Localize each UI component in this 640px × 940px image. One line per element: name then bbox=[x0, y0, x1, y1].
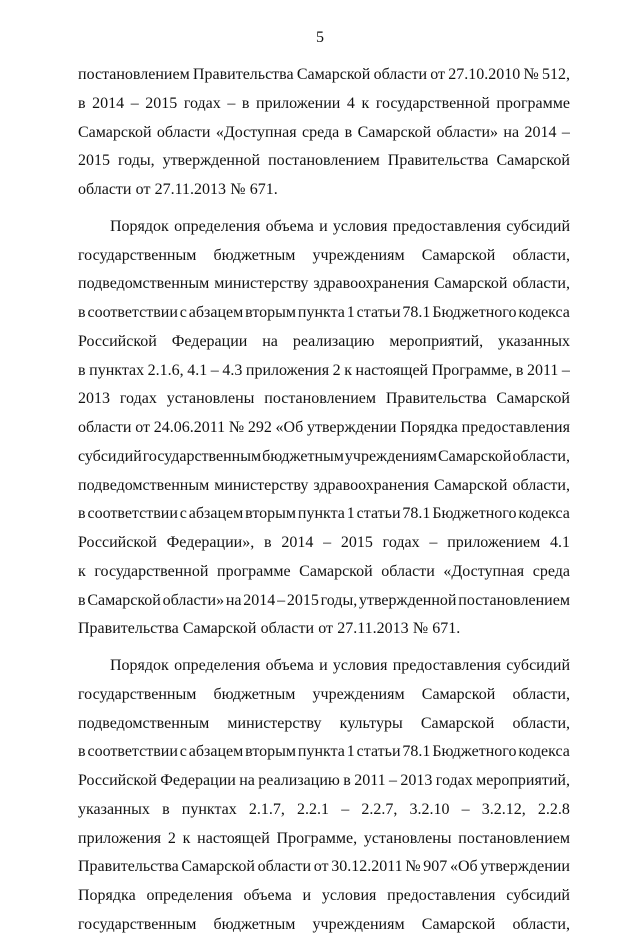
word: постановлением bbox=[458, 829, 570, 847]
word: области, bbox=[512, 246, 570, 264]
word: государственным bbox=[78, 915, 197, 933]
word: годах bbox=[183, 94, 221, 112]
word: 2 bbox=[332, 361, 341, 379]
word: настоящей bbox=[197, 829, 270, 847]
word: области, bbox=[512, 476, 570, 494]
word: области bbox=[257, 858, 312, 876]
word: в bbox=[78, 591, 86, 609]
paragraph-2-line bbox=[78, 270, 570, 299]
word: бюджетным bbox=[213, 685, 296, 703]
word: Самарской bbox=[87, 591, 161, 609]
word: «Доступная bbox=[215, 123, 297, 141]
word: статьи bbox=[356, 505, 401, 523]
word: – bbox=[389, 772, 397, 789]
paragraph-3-line bbox=[78, 767, 570, 796]
word: и bbox=[302, 887, 312, 904]
word: 292 bbox=[247, 419, 272, 436]
word: государственным bbox=[78, 246, 197, 264]
word: Правительства bbox=[192, 66, 294, 83]
word: Самарской bbox=[420, 714, 495, 732]
word: программе bbox=[496, 94, 570, 112]
word: Самарской bbox=[437, 447, 512, 465]
word: области» bbox=[436, 123, 499, 141]
word: приложении bbox=[256, 94, 341, 112]
word: области, bbox=[512, 275, 570, 293]
paragraph-2-line bbox=[78, 328, 570, 357]
word: абзацем bbox=[188, 304, 244, 321]
word: Порядка bbox=[400, 419, 458, 436]
word: соответствии bbox=[87, 304, 178, 321]
word: здравоохранения bbox=[313, 275, 429, 293]
word: на bbox=[262, 332, 278, 350]
paragraph-2-line bbox=[78, 472, 570, 501]
paragraph-2-line bbox=[78, 443, 570, 472]
word: указанных bbox=[498, 332, 570, 350]
word: 78.1 bbox=[402, 743, 431, 761]
word: вторым bbox=[245, 505, 296, 523]
word: в bbox=[263, 534, 272, 551]
word: № bbox=[523, 66, 539, 83]
word: Программе, bbox=[431, 361, 513, 379]
word: приложением bbox=[447, 534, 541, 551]
word: 4 bbox=[346, 94, 355, 112]
word: утверждении bbox=[480, 858, 570, 876]
word: годы, bbox=[117, 152, 155, 170]
word: в bbox=[344, 123, 353, 141]
word: утвержденной bbox=[162, 152, 261, 170]
word: 1 bbox=[346, 304, 355, 321]
paragraph-3-line bbox=[78, 911, 570, 940]
word: 2011 bbox=[526, 361, 559, 379]
word: на bbox=[225, 591, 242, 609]
word: 2011 bbox=[354, 772, 386, 789]
word: указанных bbox=[78, 800, 150, 818]
word: министерству bbox=[214, 476, 309, 494]
paragraph-2-line bbox=[78, 587, 570, 616]
word: программе bbox=[217, 562, 291, 580]
word: Программе, bbox=[276, 829, 358, 847]
word: Самарской bbox=[421, 685, 496, 703]
word: пункта bbox=[297, 304, 345, 321]
word: 1 bbox=[346, 505, 355, 523]
word: Правительства bbox=[387, 152, 489, 170]
paragraph-2-line bbox=[78, 500, 570, 529]
word: постановлением bbox=[264, 390, 376, 408]
word: министерству bbox=[227, 714, 322, 732]
paragraph-2-line bbox=[78, 357, 570, 386]
word: приложения bbox=[245, 361, 330, 379]
word: – bbox=[429, 534, 438, 551]
paragraph-2-line bbox=[78, 558, 570, 587]
word: № bbox=[228, 419, 245, 436]
word: от bbox=[430, 66, 446, 83]
word: с bbox=[179, 505, 187, 523]
word: – bbox=[561, 123, 570, 141]
word: 671. bbox=[249, 181, 278, 198]
word: учреждениям bbox=[312, 685, 405, 703]
word: бюджетным bbox=[262, 447, 344, 465]
word: здравоохранения bbox=[313, 476, 429, 494]
word: Российской bbox=[78, 772, 157, 789]
word: области, bbox=[512, 714, 570, 732]
word: пунктах bbox=[181, 800, 237, 818]
paragraph-1-line bbox=[78, 147, 570, 176]
word: Правительства bbox=[78, 858, 179, 876]
word: в bbox=[162, 800, 170, 818]
word: – bbox=[561, 361, 570, 379]
word: Порядок bbox=[110, 657, 169, 674]
word: 2.1.6, bbox=[147, 361, 184, 379]
word: области bbox=[373, 66, 428, 83]
word: в bbox=[78, 505, 86, 523]
word: Самарской bbox=[182, 620, 257, 638]
word: – bbox=[130, 94, 139, 112]
word: 1 bbox=[346, 743, 355, 761]
word: области bbox=[156, 123, 211, 141]
paragraph-3-line bbox=[78, 710, 570, 739]
word: № bbox=[230, 181, 246, 198]
word: годах bbox=[119, 390, 157, 408]
paragraph-3-line bbox=[78, 882, 570, 911]
word: государственной bbox=[375, 94, 490, 112]
word: среда bbox=[302, 123, 340, 141]
word: 2015 bbox=[145, 94, 178, 112]
word: с bbox=[179, 743, 187, 761]
word: 2015 bbox=[286, 591, 319, 609]
word: 2014 bbox=[281, 534, 314, 551]
word: пункта bbox=[297, 743, 345, 761]
word: 2.1.7, bbox=[248, 800, 285, 818]
word: «Об bbox=[449, 858, 478, 876]
word: 24.06.2011 bbox=[153, 419, 226, 436]
word: – bbox=[461, 800, 470, 818]
word: 27.11.2013 bbox=[337, 620, 409, 638]
word: мероприятий, bbox=[476, 772, 570, 789]
word: предоставления bbox=[461, 419, 570, 436]
word: учреждениям bbox=[344, 447, 437, 465]
word: Самарской bbox=[421, 915, 496, 933]
word: субсидий bbox=[78, 447, 142, 465]
paragraph-2-line bbox=[78, 242, 570, 271]
paragraph-3-line bbox=[78, 853, 570, 882]
word: объема bbox=[243, 887, 292, 904]
word: учреждениям bbox=[312, 915, 405, 933]
word: № bbox=[412, 620, 429, 638]
word: утвержденной bbox=[358, 591, 457, 609]
word: в bbox=[78, 361, 86, 379]
word: реализацию bbox=[292, 332, 375, 350]
word: от bbox=[135, 181, 151, 198]
word: кодекса bbox=[518, 505, 570, 523]
paragraph-1-line bbox=[78, 119, 570, 148]
word: объема bbox=[265, 217, 314, 235]
word: 2014 bbox=[92, 94, 125, 112]
word: Бюджетного bbox=[432, 304, 517, 321]
word: – bbox=[323, 534, 332, 551]
word: области, bbox=[512, 685, 570, 703]
word: годах bbox=[435, 772, 473, 789]
paragraph-3-line bbox=[78, 796, 570, 825]
word: 907 bbox=[423, 858, 448, 876]
word: министерству bbox=[214, 275, 309, 293]
word: учреждениям bbox=[312, 246, 405, 264]
word: приложения bbox=[78, 829, 162, 847]
paragraph-2-line bbox=[78, 385, 570, 414]
word: области bbox=[381, 562, 435, 580]
word: в bbox=[78, 304, 86, 321]
word: области bbox=[78, 181, 132, 198]
paragraph-3-line bbox=[78, 738, 570, 767]
word: объема bbox=[265, 657, 314, 674]
paragraph-2-line bbox=[78, 529, 570, 558]
word: «Об bbox=[275, 419, 304, 436]
word: определения bbox=[174, 657, 261, 674]
word: Бюджетного bbox=[432, 743, 517, 761]
word: 2014 bbox=[524, 123, 557, 141]
paragraph-gap bbox=[78, 644, 570, 652]
word: установлены bbox=[166, 390, 255, 408]
paragraph-2-line bbox=[78, 414, 570, 443]
word: 671. bbox=[432, 620, 461, 638]
word: на bbox=[503, 123, 520, 141]
word: 78.1 bbox=[402, 304, 431, 321]
word: мероприятий, bbox=[389, 332, 484, 350]
word: 512, bbox=[541, 66, 570, 83]
word: годы, bbox=[320, 591, 358, 609]
word: к bbox=[78, 562, 86, 580]
word: постановлением bbox=[78, 66, 190, 83]
word: Самарской bbox=[496, 390, 570, 408]
word: Правительства bbox=[385, 390, 487, 408]
word: пункта bbox=[297, 505, 345, 523]
word: 30.12.2011 bbox=[331, 858, 403, 876]
word: кодекса bbox=[518, 304, 570, 321]
word: условия bbox=[321, 887, 377, 904]
word: кодекса bbox=[518, 743, 570, 761]
word: абзацем bbox=[188, 505, 244, 523]
word: Порядок bbox=[110, 217, 169, 235]
word: 4.3 bbox=[222, 361, 243, 379]
word: статьи bbox=[356, 304, 401, 321]
paragraph-3-line bbox=[78, 652, 570, 681]
word: 27.10.2010 bbox=[448, 66, 521, 83]
word: соответствии bbox=[87, 505, 178, 523]
word: области bbox=[260, 620, 315, 638]
word: постановлением bbox=[268, 152, 380, 170]
word: Самарской bbox=[78, 123, 152, 141]
word: субсидий bbox=[506, 657, 570, 674]
paragraph-gap bbox=[78, 205, 570, 213]
word: постановлением bbox=[458, 591, 570, 609]
word: Самарской bbox=[496, 152, 570, 170]
word: Самарской bbox=[299, 562, 373, 580]
word: № bbox=[405, 858, 421, 876]
word: реализацию bbox=[258, 772, 340, 789]
word: 2014 bbox=[243, 591, 276, 609]
word: Российской bbox=[78, 534, 157, 551]
word: «Доступная bbox=[443, 562, 525, 580]
word: области, bbox=[512, 447, 570, 465]
page-number: 5 bbox=[316, 29, 324, 46]
word: 27.11.2013 bbox=[154, 181, 227, 198]
word: среда bbox=[532, 562, 570, 580]
word: Федерации», bbox=[166, 534, 255, 551]
word: от bbox=[313, 858, 329, 876]
word: государственным bbox=[78, 685, 197, 703]
word: Бюджетного bbox=[432, 505, 517, 523]
word: настоящей bbox=[355, 361, 429, 379]
word: подведомственным bbox=[78, 275, 210, 293]
word: Самарской bbox=[357, 123, 432, 141]
word: условия bbox=[332, 217, 388, 235]
word: от bbox=[135, 419, 150, 436]
word: на bbox=[239, 772, 255, 789]
word: определения bbox=[146, 887, 233, 904]
word: абзацем bbox=[188, 743, 244, 761]
word: государственной bbox=[94, 562, 209, 580]
word: соответствии bbox=[87, 743, 178, 761]
word: подведомственным bbox=[78, 476, 210, 494]
word: к bbox=[182, 829, 191, 847]
word: 2.2.1 bbox=[297, 800, 330, 818]
word: в bbox=[78, 94, 86, 112]
word: в bbox=[241, 94, 250, 112]
word: к bbox=[344, 361, 352, 379]
word: 4.1 bbox=[187, 361, 208, 379]
word: Самарской bbox=[296, 66, 371, 83]
paragraph-1-line bbox=[78, 90, 570, 119]
word: – bbox=[227, 94, 236, 112]
word: бюджетным bbox=[213, 246, 296, 264]
word: Федерации bbox=[171, 332, 248, 350]
word: Российской bbox=[78, 332, 157, 350]
document-body bbox=[78, 61, 570, 940]
word: 2.2.8 bbox=[537, 800, 570, 818]
word: субсидий bbox=[506, 887, 570, 904]
word: и bbox=[319, 657, 328, 674]
word: от bbox=[318, 620, 334, 638]
word: 2 bbox=[167, 829, 176, 847]
word: – bbox=[210, 361, 219, 379]
word: области, bbox=[512, 915, 570, 933]
word: подведомственным bbox=[78, 714, 210, 732]
word: Самарской bbox=[433, 476, 508, 494]
word: области» bbox=[162, 591, 225, 609]
word: 2.2.7, bbox=[361, 800, 398, 818]
word: 3.2.12, bbox=[481, 800, 526, 818]
word: предоставления bbox=[392, 657, 501, 674]
word: 4.1 bbox=[549, 534, 570, 551]
word: 2013 bbox=[400, 772, 433, 789]
word: утверждении bbox=[306, 419, 397, 436]
word: области bbox=[78, 419, 132, 436]
word: в bbox=[343, 772, 351, 789]
word: в bbox=[515, 361, 524, 379]
word: статьи bbox=[356, 743, 401, 761]
paragraph-3-line bbox=[78, 825, 570, 854]
word: к bbox=[361, 94, 370, 112]
word: Правительства bbox=[78, 620, 179, 638]
word: вторым bbox=[245, 304, 296, 321]
paragraph-2-line bbox=[78, 213, 570, 242]
paragraph-2-line bbox=[78, 615, 570, 644]
word: культуры bbox=[339, 714, 403, 732]
word: 2015 bbox=[340, 534, 373, 551]
paragraph-3-line bbox=[78, 681, 570, 710]
word: с bbox=[179, 304, 187, 321]
word: бюджетным bbox=[213, 915, 296, 933]
word: Самарской bbox=[433, 275, 508, 293]
word: – bbox=[341, 800, 350, 818]
word: 78.1 bbox=[402, 505, 431, 523]
word: пунктах bbox=[89, 361, 145, 379]
word: предоставления bbox=[387, 887, 496, 904]
paragraph-2-line bbox=[78, 299, 570, 328]
word: – bbox=[277, 591, 286, 609]
word: Порядка bbox=[78, 887, 136, 904]
paragraph-1-line bbox=[78, 176, 570, 205]
word: 2013 bbox=[78, 390, 110, 408]
paragraph-1-line bbox=[78, 61, 570, 90]
word: установлены bbox=[363, 829, 452, 847]
word: Самарской bbox=[181, 858, 255, 876]
word: вторым bbox=[245, 743, 296, 761]
word: условия bbox=[332, 657, 388, 674]
word: предоставления bbox=[392, 217, 501, 235]
word: и bbox=[319, 217, 328, 235]
word: Федерации bbox=[160, 772, 236, 789]
word: годах bbox=[382, 534, 420, 551]
word: определения bbox=[174, 217, 261, 235]
word: субсидий bbox=[506, 217, 570, 235]
word: 2015 bbox=[78, 152, 110, 170]
word: в bbox=[78, 743, 86, 761]
word: Самарской bbox=[421, 246, 496, 264]
word: 3.2.10 bbox=[409, 800, 450, 818]
word: государственным bbox=[142, 447, 262, 465]
